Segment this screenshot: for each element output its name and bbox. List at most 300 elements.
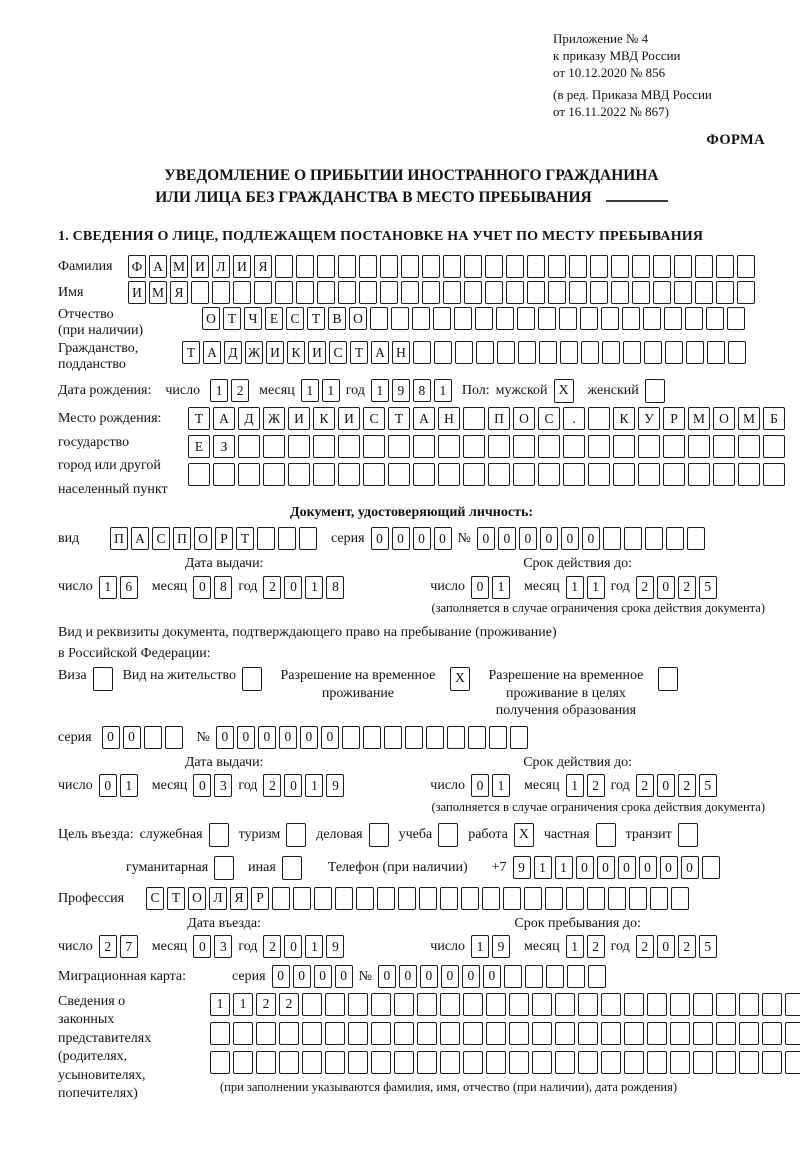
char-cell[interactable] — [532, 1051, 552, 1074]
char-cell[interactable]: 1 — [534, 856, 552, 879]
char-cell[interactable] — [348, 993, 368, 1016]
char-cell[interactable] — [463, 993, 483, 1016]
char-cell[interactable] — [463, 407, 485, 430]
char-cell[interactable] — [650, 887, 668, 910]
char-cell[interactable] — [601, 993, 621, 1016]
char-cell[interactable] — [525, 965, 543, 988]
char-cell[interactable]: 0 — [284, 576, 302, 599]
char-cell[interactable] — [739, 1051, 759, 1074]
char-cell[interactable]: 0 — [519, 527, 537, 550]
char-cell[interactable]: И — [308, 341, 326, 364]
char-cell[interactable] — [419, 887, 437, 910]
char-cell[interactable]: Н — [438, 407, 460, 430]
char-cell[interactable] — [588, 463, 610, 486]
char-cell[interactable] — [299, 527, 317, 550]
char-cell[interactable] — [785, 1022, 800, 1045]
char-cell[interactable]: Н — [392, 341, 410, 364]
char-cell[interactable] — [685, 307, 703, 330]
char-cell[interactable]: 0 — [314, 965, 332, 988]
char-cell[interactable]: 0 — [413, 527, 431, 550]
purpose-tourism-checkbox[interactable] — [286, 823, 306, 847]
char-cell[interactable] — [348, 1022, 368, 1045]
char-cell[interactable]: Р — [663, 407, 685, 430]
char-cell[interactable] — [377, 887, 395, 910]
char-cell[interactable] — [509, 1051, 529, 1074]
char-cell[interactable]: 0 — [193, 576, 211, 599]
char-cell[interactable]: 1 — [305, 935, 323, 958]
char-cell[interactable] — [624, 1022, 644, 1045]
char-cell[interactable] — [716, 255, 734, 278]
char-cell[interactable] — [398, 887, 416, 910]
char-cell[interactable] — [497, 341, 515, 364]
char-cell[interactable] — [468, 726, 486, 749]
char-cell[interactable] — [213, 463, 235, 486]
sex-female-checkbox[interactable] — [645, 379, 665, 403]
char-cell[interactable] — [527, 281, 545, 304]
char-cell[interactable]: П — [110, 527, 128, 550]
char-cell[interactable] — [560, 341, 578, 364]
char-cell[interactable]: 8 — [413, 379, 431, 402]
char-cell[interactable] — [670, 1051, 690, 1074]
char-cell[interactable] — [670, 1022, 690, 1045]
char-cell[interactable] — [716, 993, 736, 1016]
char-cell[interactable]: А — [131, 527, 149, 550]
char-cell[interactable] — [763, 435, 785, 458]
char-cell[interactable]: 0 — [471, 576, 489, 599]
char-cell[interactable]: 1 — [99, 576, 117, 599]
char-cell[interactable] — [713, 435, 735, 458]
char-cell[interactable] — [762, 1022, 782, 1045]
char-cell[interactable]: О — [202, 307, 220, 330]
char-cell[interactable]: К — [287, 341, 305, 364]
char-cell[interactable]: 0 — [258, 726, 276, 749]
char-cell[interactable]: 2 — [263, 576, 281, 599]
char-cell[interactable] — [463, 1022, 483, 1045]
char-cell[interactable] — [335, 887, 353, 910]
char-cell[interactable] — [486, 1022, 506, 1045]
char-cell[interactable]: 0 — [660, 856, 678, 879]
char-cell[interactable] — [348, 1051, 368, 1074]
char-cell[interactable] — [716, 1022, 736, 1045]
char-cell[interactable] — [394, 993, 414, 1016]
char-cell[interactable]: М — [170, 255, 188, 278]
char-cell[interactable] — [440, 993, 460, 1016]
char-cell[interactable]: С — [329, 341, 347, 364]
char-cell[interactable]: Л — [209, 887, 227, 910]
char-cell[interactable] — [671, 887, 689, 910]
char-cell[interactable] — [433, 307, 451, 330]
sex-male-checkbox[interactable]: X — [554, 379, 574, 403]
char-cell[interactable] — [645, 527, 663, 550]
char-cell[interactable] — [504, 965, 522, 988]
char-cell[interactable]: 0 — [279, 726, 297, 749]
char-cell[interactable] — [272, 887, 290, 910]
char-cell[interactable] — [317, 281, 335, 304]
char-cell[interactable] — [653, 255, 671, 278]
char-cell[interactable]: И — [288, 407, 310, 430]
char-cell[interactable] — [664, 307, 682, 330]
char-cell[interactable] — [578, 1051, 598, 1074]
char-cell[interactable]: 1 — [322, 379, 340, 402]
char-cell[interactable]: 0 — [300, 726, 318, 749]
char-cell[interactable] — [638, 435, 660, 458]
char-cell[interactable] — [663, 463, 685, 486]
char-cell[interactable] — [738, 435, 760, 458]
char-cell[interactable] — [638, 463, 660, 486]
purpose-official-checkbox[interactable] — [209, 823, 229, 847]
char-cell[interactable] — [279, 1022, 299, 1045]
char-cell[interactable]: 2 — [587, 935, 605, 958]
char-cell[interactable] — [524, 887, 542, 910]
char-cell[interactable]: 0 — [99, 774, 117, 797]
char-cell[interactable] — [665, 341, 683, 364]
char-cell[interactable]: И — [128, 281, 146, 304]
char-cell[interactable] — [338, 255, 356, 278]
char-cell[interactable]: 0 — [284, 935, 302, 958]
purpose-private-checkbox[interactable] — [596, 823, 616, 847]
char-cell[interactable] — [302, 1051, 322, 1074]
char-cell[interactable]: 0 — [193, 774, 211, 797]
char-cell[interactable] — [394, 1022, 414, 1045]
char-cell[interactable] — [447, 726, 465, 749]
char-cell[interactable]: 1 — [566, 935, 584, 958]
char-cell[interactable] — [288, 463, 310, 486]
purpose-business-checkbox[interactable] — [369, 823, 389, 847]
char-cell[interactable] — [338, 463, 360, 486]
residence-permit-checkbox[interactable] — [242, 667, 262, 691]
char-cell[interactable]: 0 — [477, 527, 495, 550]
char-cell[interactable]: М — [688, 407, 710, 430]
char-cell[interactable]: 5 — [699, 774, 717, 797]
char-cell[interactable]: 0 — [618, 856, 636, 879]
char-cell[interactable] — [578, 993, 598, 1016]
char-cell[interactable]: А — [213, 407, 235, 430]
char-cell[interactable] — [314, 887, 332, 910]
char-cell[interactable] — [359, 281, 377, 304]
char-cell[interactable] — [602, 341, 620, 364]
char-cell[interactable]: 0 — [657, 935, 675, 958]
char-cell[interactable] — [438, 435, 460, 458]
char-cell[interactable]: 5 — [699, 576, 717, 599]
char-cell[interactable] — [601, 1051, 621, 1074]
char-cell[interactable] — [188, 463, 210, 486]
char-cell[interactable] — [325, 1022, 345, 1045]
char-cell[interactable] — [426, 726, 444, 749]
char-cell[interactable] — [632, 281, 650, 304]
char-cell[interactable]: 0 — [335, 965, 353, 988]
char-cell[interactable] — [413, 463, 435, 486]
char-cell[interactable] — [388, 435, 410, 458]
char-cell[interactable]: 2 — [231, 379, 249, 402]
char-cell[interactable] — [238, 463, 260, 486]
char-cell[interactable] — [555, 993, 575, 1016]
char-cell[interactable] — [555, 1051, 575, 1074]
char-cell[interactable]: 2 — [678, 935, 696, 958]
char-cell[interactable] — [603, 527, 621, 550]
char-cell[interactable]: О — [513, 407, 535, 430]
char-cell[interactable]: 6 — [120, 576, 138, 599]
char-cell[interactable] — [513, 435, 535, 458]
char-cell[interactable]: 0 — [576, 856, 594, 879]
char-cell[interactable]: 2 — [636, 576, 654, 599]
char-cell[interactable]: 0 — [471, 774, 489, 797]
char-cell[interactable] — [532, 1022, 552, 1045]
char-cell[interactable] — [706, 307, 724, 330]
char-cell[interactable] — [443, 281, 461, 304]
char-cell[interactable] — [506, 281, 524, 304]
char-cell[interactable] — [302, 1022, 322, 1045]
char-cell[interactable] — [653, 281, 671, 304]
char-cell[interactable]: Я — [170, 281, 188, 304]
char-cell[interactable] — [278, 527, 296, 550]
char-cell[interactable]: Б — [763, 407, 785, 430]
char-cell[interactable]: 0 — [378, 965, 396, 988]
char-cell[interactable]: 2 — [636, 774, 654, 797]
char-cell[interactable]: У — [638, 407, 660, 430]
char-cell[interactable]: 0 — [237, 726, 255, 749]
char-cell[interactable] — [785, 993, 800, 1016]
char-cell[interactable]: 0 — [597, 856, 615, 879]
char-cell[interactable]: 8 — [326, 576, 344, 599]
char-cell[interactable] — [623, 341, 641, 364]
char-cell[interactable] — [412, 307, 430, 330]
char-cell[interactable]: 8 — [214, 576, 232, 599]
char-cell[interactable]: 1 — [587, 576, 605, 599]
char-cell[interactable] — [713, 463, 735, 486]
char-cell[interactable]: К — [613, 407, 635, 430]
char-cell[interactable]: Е — [265, 307, 283, 330]
char-cell[interactable] — [417, 1022, 437, 1045]
char-cell[interactable] — [233, 1022, 253, 1045]
char-cell[interactable]: Я — [254, 255, 272, 278]
char-cell[interactable]: 1 — [120, 774, 138, 797]
char-cell[interactable]: 9 — [326, 774, 344, 797]
char-cell[interactable]: 0 — [321, 726, 339, 749]
char-cell[interactable] — [702, 856, 720, 879]
char-cell[interactable]: 2 — [263, 774, 281, 797]
char-cell[interactable] — [693, 993, 713, 1016]
char-cell[interactable]: С — [363, 407, 385, 430]
char-cell[interactable]: 1 — [210, 379, 228, 402]
char-cell[interactable]: 0 — [657, 576, 675, 599]
char-cell[interactable] — [588, 407, 610, 430]
char-cell[interactable]: Л — [212, 255, 230, 278]
char-cell[interactable] — [422, 281, 440, 304]
char-cell[interactable]: Я — [230, 887, 248, 910]
char-cell[interactable] — [463, 463, 485, 486]
char-cell[interactable] — [482, 887, 500, 910]
char-cell[interactable]: М — [149, 281, 167, 304]
char-cell[interactable]: Т — [350, 341, 368, 364]
char-cell[interactable] — [275, 255, 293, 278]
char-cell[interactable] — [144, 726, 162, 749]
char-cell[interactable] — [422, 255, 440, 278]
char-cell[interactable]: 0 — [193, 935, 211, 958]
char-cell[interactable] — [762, 993, 782, 1016]
char-cell[interactable] — [611, 255, 629, 278]
char-cell[interactable] — [384, 726, 402, 749]
char-cell[interactable] — [455, 341, 473, 364]
char-cell[interactable] — [463, 435, 485, 458]
char-cell[interactable] — [371, 1051, 391, 1074]
purpose-other-checkbox[interactable] — [282, 856, 302, 880]
char-cell[interactable]: Т — [307, 307, 325, 330]
char-cell[interactable] — [588, 435, 610, 458]
char-cell[interactable] — [613, 463, 635, 486]
char-cell[interactable] — [716, 1051, 736, 1074]
char-cell[interactable] — [212, 281, 230, 304]
char-cell[interactable] — [165, 726, 183, 749]
char-cell[interactable] — [488, 463, 510, 486]
char-cell[interactable]: 2 — [587, 774, 605, 797]
char-cell[interactable]: О — [349, 307, 367, 330]
char-cell[interactable]: 1 — [555, 856, 573, 879]
char-cell[interactable]: И — [266, 341, 284, 364]
char-cell[interactable] — [263, 435, 285, 458]
char-cell[interactable]: 0 — [462, 965, 480, 988]
char-cell[interactable] — [475, 307, 493, 330]
char-cell[interactable] — [716, 281, 734, 304]
char-cell[interactable] — [688, 435, 710, 458]
char-cell[interactable]: 0 — [441, 965, 459, 988]
char-cell[interactable]: 0 — [420, 965, 438, 988]
char-cell[interactable] — [581, 341, 599, 364]
char-cell[interactable]: 0 — [434, 527, 452, 550]
char-cell[interactable] — [463, 1051, 483, 1074]
char-cell[interactable] — [371, 1022, 391, 1045]
char-cell[interactable]: Р — [215, 527, 233, 550]
char-cell[interactable] — [434, 341, 452, 364]
char-cell[interactable]: Т — [236, 527, 254, 550]
char-cell[interactable] — [313, 463, 335, 486]
char-cell[interactable] — [624, 527, 642, 550]
char-cell[interactable] — [647, 1022, 667, 1045]
char-cell[interactable] — [546, 965, 564, 988]
char-cell[interactable] — [296, 281, 314, 304]
char-cell[interactable] — [413, 435, 435, 458]
char-cell[interactable] — [517, 307, 535, 330]
char-cell[interactable]: 0 — [582, 527, 600, 550]
char-cell[interactable] — [545, 887, 563, 910]
char-cell[interactable]: 1 — [566, 576, 584, 599]
char-cell[interactable] — [613, 435, 635, 458]
char-cell[interactable]: 3 — [214, 774, 232, 797]
char-cell[interactable]: И — [338, 407, 360, 430]
char-cell[interactable]: А — [149, 255, 167, 278]
char-cell[interactable] — [548, 281, 566, 304]
char-cell[interactable] — [356, 887, 374, 910]
char-cell[interactable] — [233, 281, 251, 304]
char-cell[interactable] — [486, 1051, 506, 1074]
char-cell[interactable]: 9 — [392, 379, 410, 402]
char-cell[interactable]: С — [538, 407, 560, 430]
char-cell[interactable] — [238, 435, 260, 458]
char-cell[interactable]: 0 — [561, 527, 579, 550]
char-cell[interactable]: П — [173, 527, 191, 550]
purpose-work-checkbox[interactable]: X — [514, 823, 534, 847]
char-cell[interactable]: Р — [251, 887, 269, 910]
char-cell[interactable]: 0 — [371, 527, 389, 550]
char-cell[interactable]: М — [738, 407, 760, 430]
char-cell[interactable] — [279, 1051, 299, 1074]
char-cell[interactable] — [363, 435, 385, 458]
char-cell[interactable] — [569, 281, 587, 304]
char-cell[interactable] — [629, 887, 647, 910]
char-cell[interactable]: 1 — [492, 576, 510, 599]
char-cell[interactable] — [588, 965, 606, 988]
char-cell[interactable] — [578, 1022, 598, 1045]
char-cell[interactable] — [569, 255, 587, 278]
char-cell[interactable]: Е — [188, 435, 210, 458]
char-cell[interactable]: Д — [238, 407, 260, 430]
char-cell[interactable]: 3 — [214, 935, 232, 958]
char-cell[interactable]: Ж — [263, 407, 285, 430]
char-cell[interactable] — [254, 281, 272, 304]
char-cell[interactable] — [513, 463, 535, 486]
char-cell[interactable] — [647, 993, 667, 1016]
char-cell[interactable]: А — [371, 341, 389, 364]
char-cell[interactable] — [388, 463, 410, 486]
char-cell[interactable] — [338, 435, 360, 458]
char-cell[interactable]: 9 — [492, 935, 510, 958]
char-cell[interactable]: 2 — [263, 935, 281, 958]
char-cell[interactable] — [391, 307, 409, 330]
char-cell[interactable]: Т — [188, 407, 210, 430]
char-cell[interactable]: . — [563, 407, 585, 430]
char-cell[interactable] — [601, 307, 619, 330]
char-cell[interactable]: А — [203, 341, 221, 364]
char-cell[interactable] — [263, 463, 285, 486]
char-cell[interactable] — [405, 726, 423, 749]
char-cell[interactable]: 2 — [678, 774, 696, 797]
char-cell[interactable]: О — [194, 527, 212, 550]
char-cell[interactable] — [539, 341, 557, 364]
char-cell[interactable] — [686, 341, 704, 364]
char-cell[interactable] — [510, 726, 528, 749]
char-cell[interactable] — [728, 341, 746, 364]
char-cell[interactable] — [624, 1051, 644, 1074]
char-cell[interactable] — [380, 255, 398, 278]
char-cell[interactable] — [275, 281, 293, 304]
char-cell[interactable] — [486, 993, 506, 1016]
char-cell[interactable] — [359, 255, 377, 278]
char-cell[interactable] — [503, 887, 521, 910]
char-cell[interactable] — [363, 463, 385, 486]
char-cell[interactable] — [580, 307, 598, 330]
char-cell[interactable] — [538, 463, 560, 486]
char-cell[interactable]: 0 — [216, 726, 234, 749]
char-cell[interactable]: 1 — [566, 774, 584, 797]
char-cell[interactable]: 0 — [681, 856, 699, 879]
char-cell[interactable] — [590, 281, 608, 304]
char-cell[interactable]: 1 — [305, 774, 323, 797]
char-cell[interactable] — [440, 887, 458, 910]
char-cell[interactable]: 2 — [279, 993, 299, 1016]
char-cell[interactable] — [342, 726, 360, 749]
char-cell[interactable]: Т — [388, 407, 410, 430]
char-cell[interactable]: 1 — [210, 993, 230, 1016]
char-cell[interactable]: 0 — [657, 774, 675, 797]
char-cell[interactable]: О — [188, 887, 206, 910]
char-cell[interactable]: 1 — [471, 935, 489, 958]
char-cell[interactable]: З — [213, 435, 235, 458]
char-cell[interactable] — [608, 887, 626, 910]
char-cell[interactable]: П — [488, 407, 510, 430]
char-cell[interactable] — [532, 993, 552, 1016]
char-cell[interactable]: И — [233, 255, 251, 278]
char-cell[interactable]: О — [713, 407, 735, 430]
char-cell[interactable]: 2 — [636, 935, 654, 958]
